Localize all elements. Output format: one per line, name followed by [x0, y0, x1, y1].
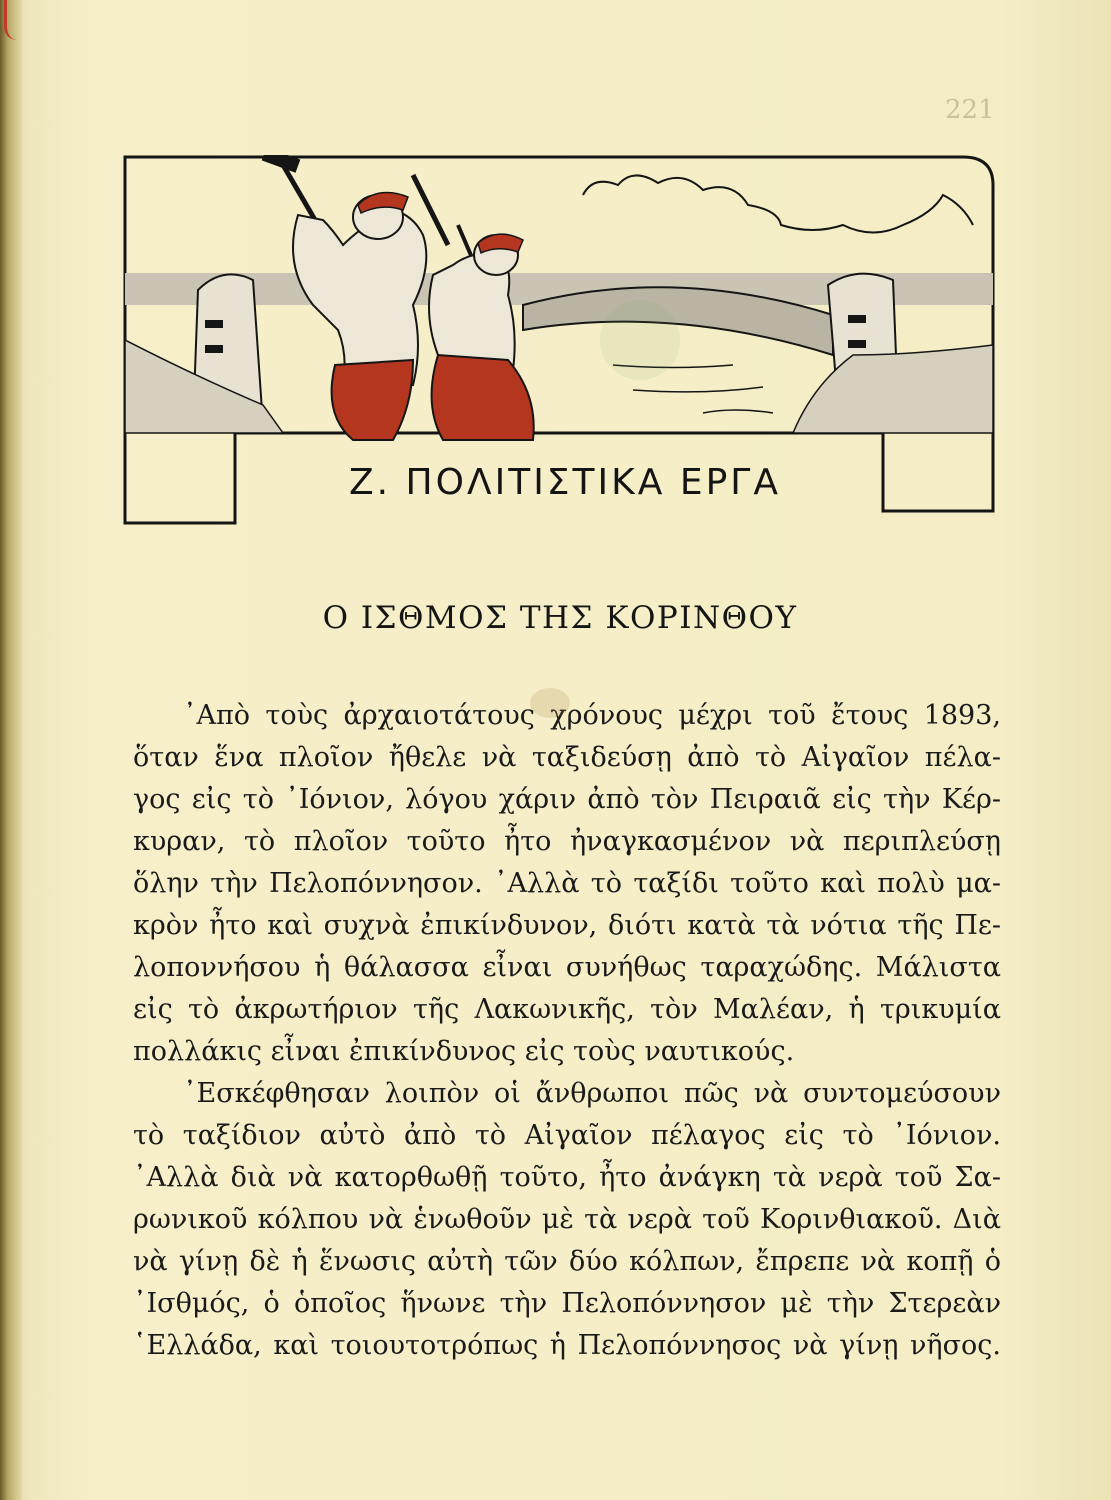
worker-left-trousers: [332, 360, 413, 440]
section-title: Ζ. ΠΟΛΙΤΙΣΤΙΚΑ ΕΡΓΑ: [349, 462, 781, 503]
page-binding-edge: [0, 0, 22, 1500]
paragraph-2-line: ῾Ελλάδα, καὶ τοιουτοτρόπως ἡ Πελοπόννησος νὰ γίνῃ νῆσος.: [133, 1330, 1001, 1361]
paragraph-1-line: κρὸν ἦτο καὶ συχνὰ ἐπικίνδυνον, διότι κατὰ τὰ νότια τῆς Πε-: [133, 910, 1001, 941]
paragraph-1-line: κυραν, τὸ πλοῖον τοῦτο ἦτο ἠναγκασμένον νὰ περιπλεύσῃ: [133, 826, 1001, 857]
page-number: 221: [945, 95, 995, 125]
paragraph-1-line: ᾿Απὸ τοὺς ἀρχαιοτάτους χρόνους μέχρι τοῦ ἔτους 1893,: [183, 700, 1001, 731]
worker-right-trousers: [432, 355, 534, 440]
clouds-icon: [583, 175, 973, 232]
paragraph-1-line: γος εἰς τὸ ᾿Ιόνιον, λόγου χάριν ἀπὸ τὸν Πειραιᾶ εἰς τὴν Κέρ-: [133, 784, 1001, 815]
red-pencil-mark: [4, 0, 17, 40]
paragraph-2-line: ᾿Ισθμός, ὁ ὁποῖος ἥνωνε τὴν Πελοπόννησον μὲ τὴν Στερεὰν: [133, 1288, 1001, 1319]
paragraph-2-line: ρωνικοῦ κόλπου νὰ ἑνωθοῦν μὲ τὰ νερὰ τοῦ Κορινθιακοῦ. Διὰ: [133, 1204, 1001, 1235]
paragraph-1-line: ὅταν ἕνα πλοῖον ἤθελε νὰ ταξιδεύσῃ ἀπὸ τὸ Αἰγαῖον πέλα-: [133, 742, 1001, 773]
paragraph-2-line: τὸ ταξίδιον αὐτὸ ἀπὸ τὸ Αἰγαῖον πέλαγος εἰς τὸ ᾿Ιόνιον.: [133, 1120, 1001, 1151]
paragraph-2-line: ᾿Αλλὰ διὰ νὰ κατορθωθῇ τοῦτο, ἦτο ἀνάγκη τὰ νερὰ τοῦ Σα-: [133, 1162, 1001, 1193]
paragraph-1-line: πολλάκις εἶναι ἐπικίνδυνος εἰς τοὺς ναυτικούς.: [133, 1036, 795, 1067]
paragraph-1-line: εἰς τὸ ἀκρωτήριον τῆς Λακωνικῆς, τὸν Μαλέαν, ἡ τρικυμία: [133, 994, 1001, 1025]
paragraph-1-line: λοποννήσου ἡ θάλασσα εἶναι συνήθως ταραχώδης. Μάλιστα: [133, 952, 1001, 983]
worker-right-icon: [429, 225, 534, 440]
paragraph-2-line: νὰ γίνῃ δὲ ἡ ἕνωσις αὐτὴ τῶν δύο κόλπων, ἔπρεπε νὰ κοπῇ ὁ: [133, 1246, 1001, 1277]
paragraph-1-line: ὅλην τὴν Πελοπόννησον. ᾿Αλλὰ τὸ ταξίδι τοῦτο καὶ πολὺ μα-: [133, 868, 1001, 899]
paper-stain: [530, 688, 570, 718]
right-hill-icon: [793, 345, 993, 433]
paragraph-2-line: ᾿Εσκέφθησαν λοιπὸν οἱ ἄνθρωποι πῶς νὰ συντομεύσουν: [183, 1078, 1001, 1109]
paper-stain: [600, 300, 680, 380]
chapter-title: Ο ΙΣΘΜΟΣ ΤΗΣ ΚΟΡΙΝΘΟΥ: [322, 600, 798, 636]
